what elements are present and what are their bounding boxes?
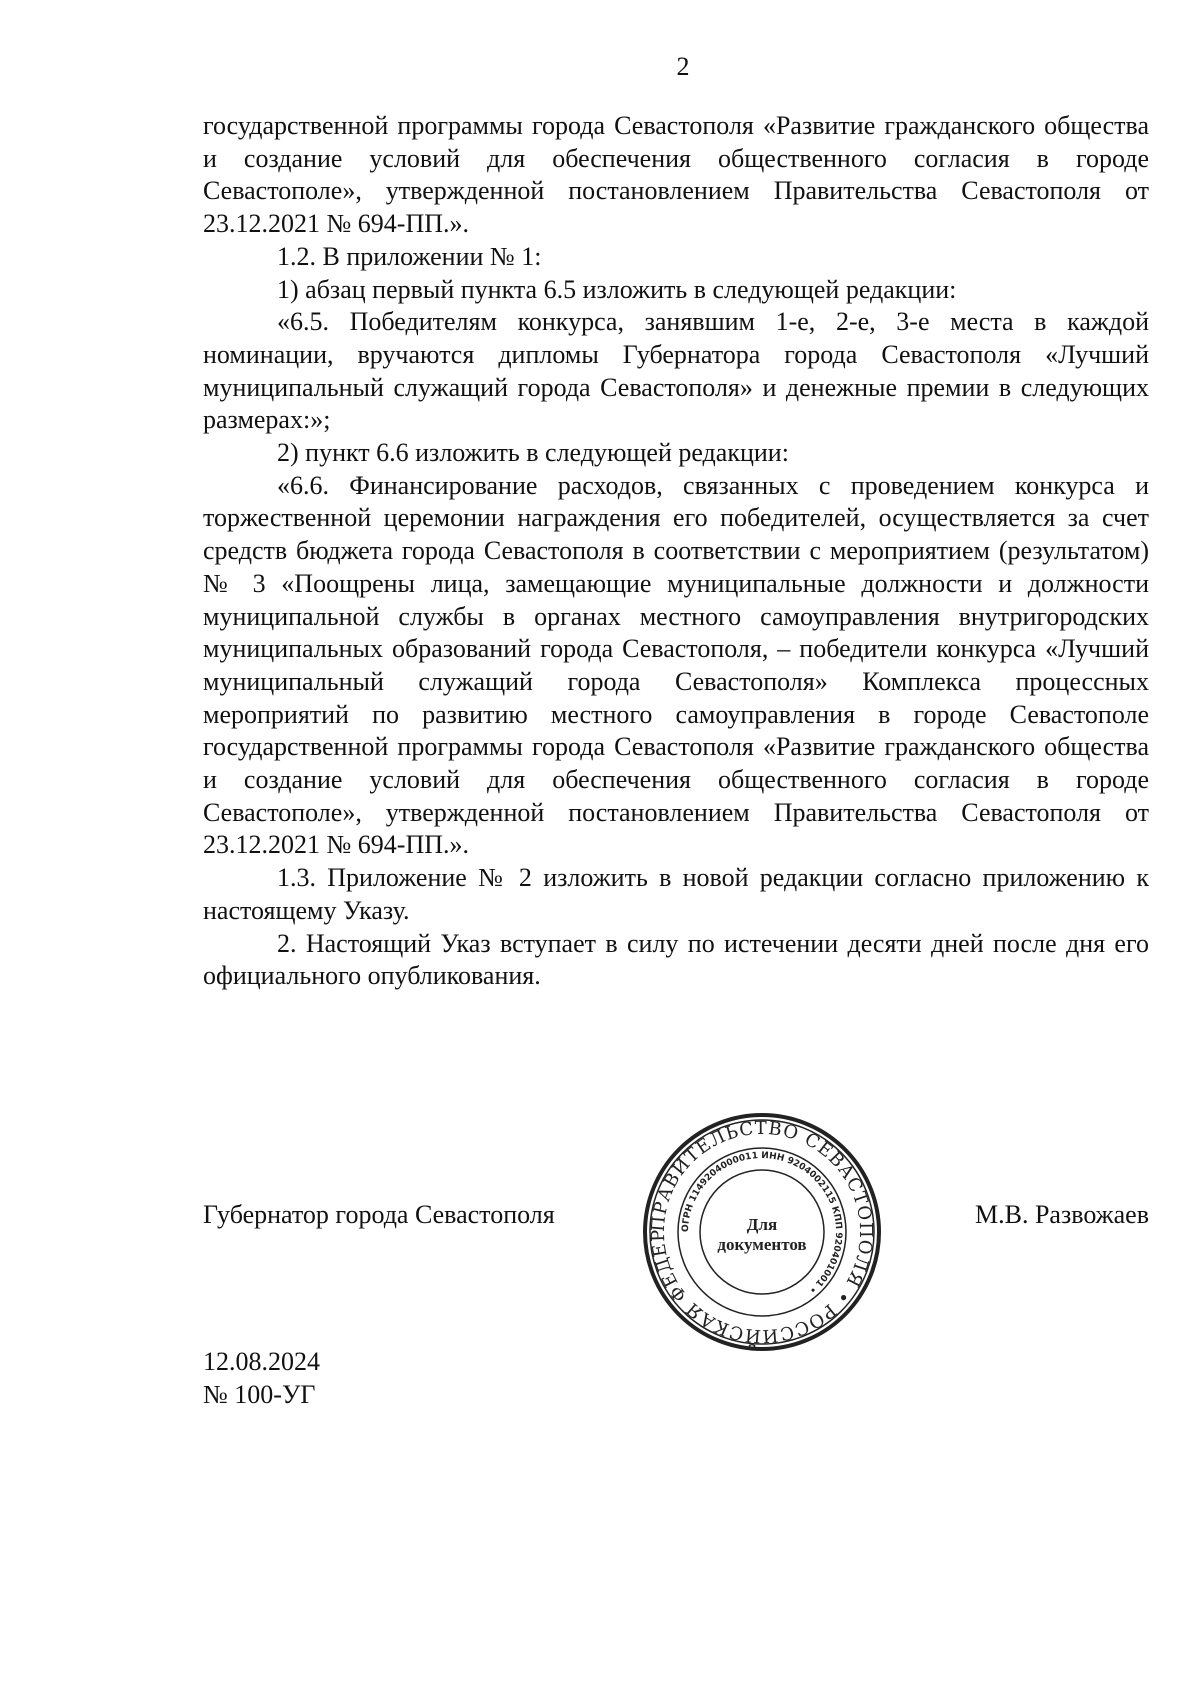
seal-center-line1: Для [746,1215,778,1234]
paragraph: 2) пункт 6.6 изложить в следующей редакции: [277,438,789,468]
paragraph: 1.3. Приложение № 2 изложить в новой редакции согласно приложению к настоящему Указу. [203,863,1149,925]
page-number: 2 [676,52,690,81]
document-meta [203,1345,320,1411]
signatory-position: Губернатор города Севастополя [203,1200,555,1229]
official-seal [642,1112,882,1352]
paragraph: «6.5. Победителям конкурса, занявшим 1-е, 2-е, 3-е места в каждой номинации, вручаются дипломы Губернатора города Севастополя «Лучший муниципальный служащий города Севастополя» и денежные премии в следующих размерах:»; [203,307,1149,435]
paragraph: 2. Настоящий Указ вступает в силу по истечении десяти дней после дня его официального опубликования. [203,928,1149,991]
paragraph: 1.2. В приложении № 1: [277,241,542,271]
document-number: № 100-УГ [203,1380,316,1409]
document-body [203,110,1149,993]
seal-center-line2: документов [717,1235,807,1254]
paragraph: государственной программы города Севастополя «Развитие гражданского общества и создание условий для обеспечения общественного согласия в городе Севастополе», утвержденной постановлением Правительства Севастополя от 23.12.2021 № 694-ПП.». [203,111,1149,239]
seal-outer-text: ПРАВИТЕЛЬСТВО СЕВАСТОПОЛЯ • РОССИЙСКАЯ ФЕДЕР [647,1117,877,1347]
paragraph: 1) абзац первый пункта 6.5 изложить в следующей редакции: [277,274,957,304]
paragraph: «6.6. Финансирование расходов, связанных с проведением конкурса и торжественной церемонии награждения его победителей, осуществляется за счет средств бюджета города Севастополя в соответствии с мероприятием (результатом) № 3 «Поощрены лица, замещающие муниципальные должности и должности муниципальной службы в органах местного самоуправления внутригородских муниципальных образований города Севастополя, – победители конкурса «Лучший муниципальный служащий города Севастополя» Комплекса процессных мероприятий по развитию местного самоуправления в городе Севастополе государственной программы города Севастополя «Развитие гражданского общества и создание условий для обеспечения общественного согласия в городе Севастополе», утвержденной постановлением Правительства Севастополя от 23.12.2021 № 694-ПП.». [203,470,1149,860]
seal-inner-text: ОГРН 1149204000011 ИНН 9204002115 КПП 920401001 • [680,1150,844,1295]
document-date: 12.08.2024 [203,1347,320,1376]
signatory-name: М.В. Развожаев [974,1200,1149,1229]
